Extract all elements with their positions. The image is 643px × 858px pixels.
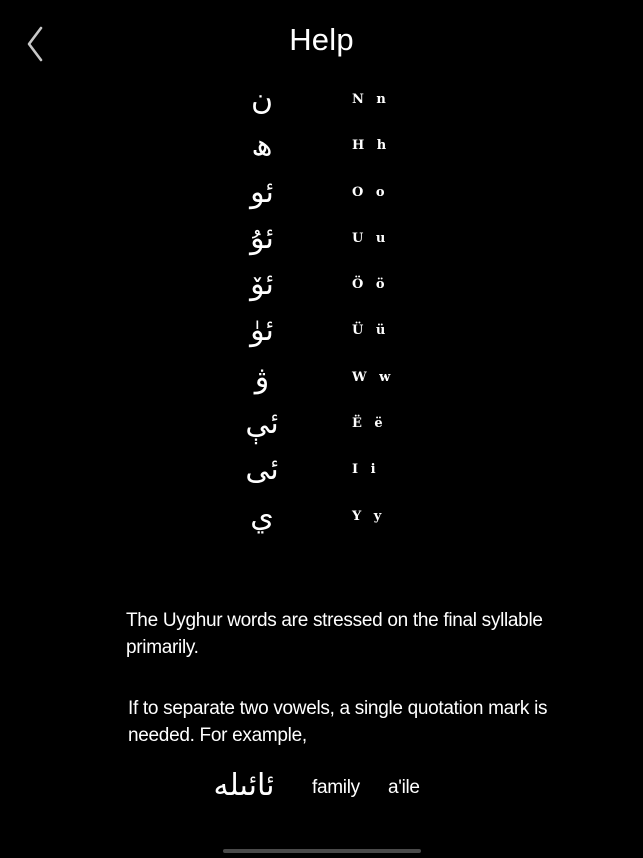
latin-letter: Ë ë [352, 416, 387, 432]
letter-row [0, 78, 643, 124]
example-english-word: family [312, 777, 360, 798]
latin-letter: O o [352, 184, 389, 200]
latin-letter: Y y [352, 508, 386, 524]
letter-row [0, 402, 643, 448]
arabic-letter: ۋ [254, 359, 270, 395]
arabic-letter: ئو [250, 174, 274, 210]
example-row [0, 770, 643, 810]
example-arabic-word: ئائىله [213, 768, 275, 803]
arabic-letter: ئى [245, 452, 279, 488]
latin-letter: I i [352, 462, 380, 478]
arabic-letter: ئۆ [250, 267, 274, 303]
stress-note: The Uyghur words are stressed on the final syllable primarily. [126, 610, 543, 658]
latin-letter: Ü ü [352, 323, 390, 339]
arabic-letter: ھ [251, 128, 273, 164]
letter-row [0, 171, 643, 217]
letter-row [0, 495, 643, 541]
letter-row [0, 263, 643, 309]
alphabet-list [0, 78, 643, 541]
arabic-letter: ن [250, 82, 274, 117]
arabic-letter: ئۇ [250, 220, 274, 256]
latin-letter: Ö ö [352, 277, 389, 293]
letter-row [0, 309, 643, 355]
letter-row [0, 356, 643, 402]
example-latin-word: a'ile [388, 777, 420, 798]
latin-letter: W w [352, 369, 395, 385]
arabic-letter: ئۈ [250, 313, 274, 349]
home-indicator [223, 849, 421, 853]
latin-letter: N n [352, 92, 390, 107]
latin-letter: U u [352, 230, 390, 246]
latin-letter: H h [352, 138, 391, 154]
arabic-letter: ئې [245, 406, 279, 442]
page-title: Help [289, 22, 354, 57]
letter-row [0, 124, 643, 170]
letter-row [0, 448, 643, 494]
vowel-separation-note: If to separate two vowels, a single quotation mark is needed. For example, [128, 698, 548, 746]
arabic-letter: ي [250, 498, 274, 534]
letter-row [0, 217, 643, 263]
